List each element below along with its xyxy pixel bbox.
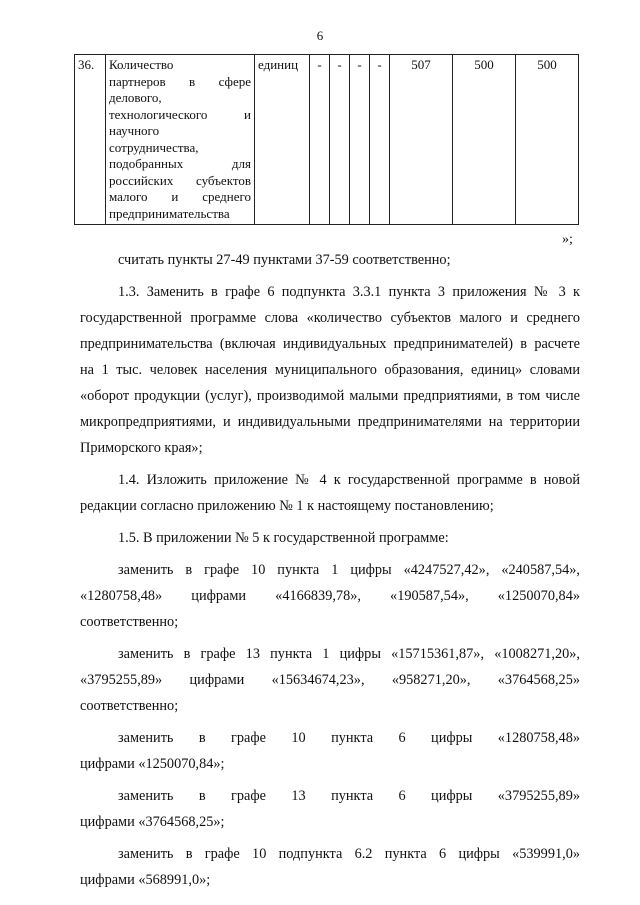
empty-value-cell: - — [330, 55, 350, 225]
paragraph-line: заменить в графе 10 подпункта 6.2 пункта 6 цифры «539991,0» — [118, 846, 580, 862]
page-number: 6 — [316, 28, 324, 43]
paragraph-line: цифрами «568991,0»; — [80, 872, 211, 888]
paragraph-line: цифрами «1250070,84»; — [80, 756, 225, 772]
paragraph-line: «3795255,89» цифрами «15634674,23», «958271,20», «3764568,25» — [80, 672, 580, 688]
unit-cell: единиц — [255, 55, 310, 225]
paragraph-line: заменить в графе 13 пункта 6 цифры «3795255,89» — [118, 788, 580, 804]
indicator-name-line: предпринимательства — [109, 205, 230, 221]
indicator-table — [74, 54, 579, 225]
paragraph-line: «1280758,48» цифрами «4166839,78», «190587,54», «1250070,84» — [80, 588, 580, 604]
paragraph-line: 1.5. В приложении № 5 к государственной программе: — [118, 530, 449, 546]
value-cell: 500 — [516, 55, 579, 225]
indicator-name-line: Количество — [109, 57, 174, 72]
indicator-name-line: подобранных для — [109, 156, 251, 171]
paragraph-line: заменить в графе 10 пункта 6 цифры «1280758,48» — [118, 730, 580, 746]
indicator-name — [106, 55, 255, 225]
paragraph-line: предпринимательства (включая индивидуальных предпринимателей) в расчете — [80, 336, 580, 352]
empty-value-cell: - — [310, 55, 330, 225]
closing-quote: »; — [562, 232, 573, 247]
paragraph-line: 1.4. Изложить приложение № 4 к государственной программе в новой — [118, 472, 580, 488]
indicator-name-line: российских субъектов — [109, 172, 251, 188]
indicator-name-line: малого и среднего — [109, 189, 251, 204]
empty-value-cell: - — [350, 55, 370, 225]
paragraph-line: цифрами «3764568,25»; — [80, 814, 225, 830]
indicator-name-line: делового, — [109, 90, 162, 105]
indicator-name-line: партнеров в сфере — [109, 73, 251, 89]
paragraph-line: заменить в графе 10 пункта 1 цифры «4247527,42», «240587,54», — [118, 562, 580, 578]
paragraph-line: редакции согласно приложению № 1 к настоящему постановлению; — [80, 498, 494, 514]
value-cell: 500 — [453, 55, 516, 225]
paragraph-line: «оборот продукции (услуг), производимой малыми предприятиями, в том числе — [80, 388, 580, 404]
table-row — [75, 55, 579, 225]
paragraph-line: считать пункты 27-49 пунктами 37-59 соответственно; — [118, 252, 451, 268]
paragraph-line: соответственно; — [80, 614, 179, 630]
paragraph-line: микропредприятиями, и индивидуальными предпринимателями на территории — [80, 414, 580, 430]
paragraph-line: заменить в графе 13 пункта 1 цифры «15715361,87», «1008271,20», — [118, 646, 580, 662]
indicator-name-line: сотрудничества, — [109, 139, 199, 155]
paragraph-line: на 1 тыс. человек населения муниципального образования, единиц» словами — [80, 362, 580, 378]
indicator-name-line: научного — [109, 123, 160, 138]
paragraph-line: Приморского края»; — [80, 440, 203, 456]
paragraph-line: соответственно; — [80, 698, 179, 714]
value-cell: 507 — [390, 55, 453, 225]
row-number: 36. — [75, 55, 106, 225]
empty-value-cell: - — [370, 55, 390, 225]
indicator-name-line: технологического и — [109, 106, 251, 122]
paragraph-line: 1.3. Заменить в графе 6 подпункта 3.3.1 пункта 3 приложения № 3 к — [118, 284, 580, 300]
paragraph-line: государственной программе слова «количество субъектов малого и среднего — [80, 310, 580, 326]
